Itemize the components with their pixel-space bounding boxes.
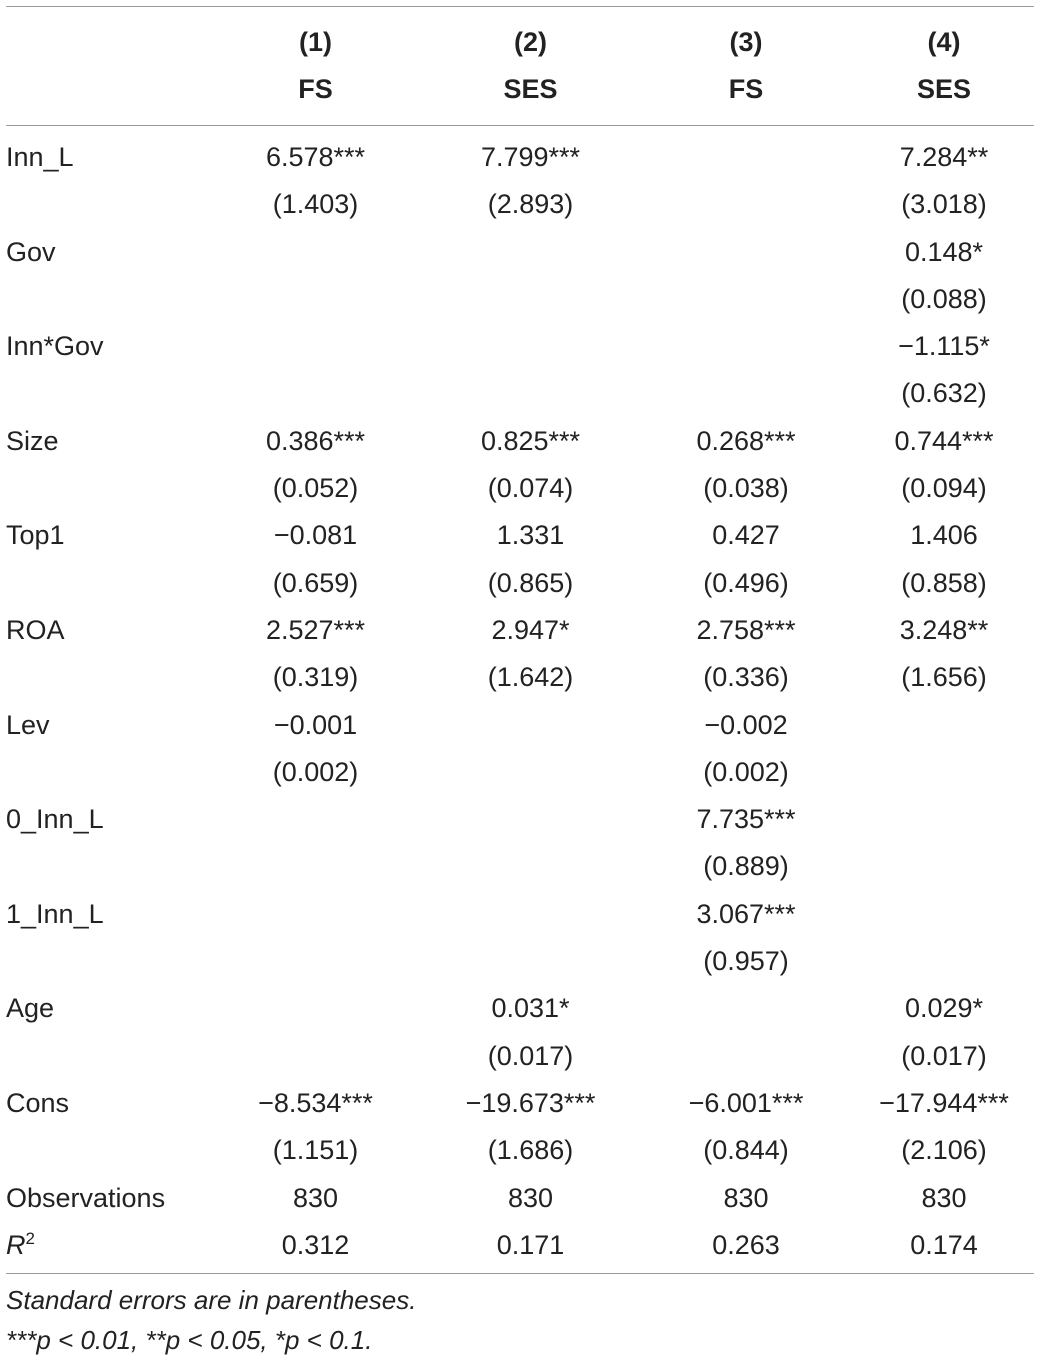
column-number: (2): [514, 27, 547, 57]
table-cell: (0.074): [487, 473, 574, 504]
table-cell: [638, 276, 854, 323]
table-cell: [638, 985, 854, 1032]
table-cell: −1.115*: [898, 331, 990, 362]
table-cell: 0.268***: [696, 425, 796, 456]
table-cell: [423, 323, 638, 370]
row-label: Inn_L: [6, 142, 74, 172]
table-cell: −0.002: [704, 709, 788, 740]
table-cell: [208, 796, 423, 843]
table-cell: −0.001: [273, 709, 358, 740]
row-label: Size: [6, 425, 59, 456]
table-cell: 7.799***: [480, 142, 581, 172]
table-cell: (0.957): [703, 946, 789, 977]
table-cell: (0.017): [901, 1040, 987, 1071]
header-row-types: [6, 66, 1034, 125]
row-label: [6, 560, 208, 607]
table-cell: 0.029*: [904, 993, 984, 1024]
table-cell: 0.312: [281, 1229, 350, 1260]
column-type: SES: [916, 74, 972, 104]
row-label: [6, 843, 208, 890]
column-type: SES: [503, 74, 558, 104]
note-significance: ***p < 0.01, **p < 0.05, *p < 0.1.: [6, 1325, 373, 1356]
table-cell: [638, 323, 854, 370]
row-label: Inn*Gov: [6, 331, 104, 362]
table-cell: (0.052): [272, 473, 359, 504]
table-cell: −8.534***: [258, 1087, 373, 1118]
table-cell: −0.081: [273, 520, 358, 551]
row-label: [6, 1127, 208, 1174]
table-cell: 0.148*: [904, 236, 984, 267]
table-cell: (0.858): [901, 567, 987, 598]
row-label-r-squared: [6, 1222, 208, 1273]
table-cell: −19.673***: [465, 1087, 596, 1118]
table-cell: [423, 702, 638, 749]
table-cell: (2.106): [901, 1135, 987, 1166]
table-row: [6, 1127, 1034, 1174]
table-cell: [208, 843, 423, 890]
table-row: [6, 323, 1034, 370]
table-cell: 0.386***: [265, 425, 366, 456]
regression-table: [6, 7, 1034, 125]
column-type: FS: [728, 74, 764, 104]
table-cell: [854, 891, 1034, 938]
table-cell: (0.088): [901, 283, 987, 314]
table-row: [6, 654, 1034, 701]
table-cell: (1.642): [487, 662, 574, 693]
table-cell: [208, 985, 423, 1032]
row-label: Age: [6, 993, 55, 1024]
table-cell: (1.403): [272, 189, 359, 220]
table-cell: [208, 938, 423, 985]
table-row: [6, 1080, 1034, 1127]
row-label: [6, 654, 208, 701]
table-row: [6, 512, 1034, 559]
table-row: [6, 891, 1034, 938]
row-label: Cons: [6, 1087, 70, 1118]
table-cell: [854, 749, 1034, 796]
table-header: [6, 7, 1034, 125]
table-cell: (0.889): [703, 851, 789, 882]
table-cell: 0.174: [910, 1229, 978, 1260]
table-cell: −6.001***: [688, 1087, 804, 1118]
column-number: (1): [299, 27, 332, 57]
table-cell: [423, 370, 638, 417]
table-row: [6, 276, 1034, 323]
table-row: [6, 418, 1034, 465]
table-cell: [638, 126, 854, 181]
table-cell: (2.893): [487, 189, 574, 220]
r-squared-variable: R: [6, 1229, 26, 1260]
table-cell: (0.094): [901, 473, 987, 504]
table-row: [6, 749, 1034, 796]
table-cell: (0.017): [487, 1040, 574, 1071]
regression-table-body: [6, 126, 1034, 1273]
table-cell: (0.002): [272, 756, 359, 787]
table-cell: [638, 181, 854, 228]
table-cell: [208, 370, 423, 417]
table-cell: [638, 1033, 854, 1080]
header-blank: [6, 7, 208, 66]
table-row: [6, 1033, 1034, 1080]
table-row: [6, 465, 1034, 512]
table-cell: [208, 276, 423, 323]
table-cell: 7.735***: [696, 804, 796, 835]
table-cell: 830: [921, 1182, 967, 1213]
table-row: [6, 181, 1034, 228]
row-label: [6, 276, 208, 323]
note-standard-errors: Standard errors are in parentheses.: [6, 1285, 417, 1316]
table-row: [6, 229, 1034, 276]
table-cell: 2.947*: [491, 614, 570, 645]
table-notes: [6, 1274, 1034, 1360]
table-cell: [854, 938, 1034, 985]
table-cell: 0.427: [712, 520, 780, 551]
row-label: Gov: [6, 236, 56, 267]
table-cell: (0.865): [487, 567, 574, 598]
row-label: Top1: [6, 520, 65, 551]
table-cell: 6.578***: [265, 142, 366, 172]
table-row: [6, 370, 1034, 417]
row-label: [6, 749, 208, 796]
table-cell: (0.632): [901, 378, 987, 409]
table-cell: 1.331: [496, 520, 565, 551]
column-number: (3): [729, 27, 763, 57]
table-cell: −17.944***: [879, 1087, 1009, 1118]
table-body: [6, 126, 1034, 1273]
r-squared-exponent: 2: [25, 1228, 35, 1248]
table-cell: 830: [723, 1182, 769, 1213]
table-cell: 830: [507, 1182, 554, 1213]
table-cell: [423, 276, 638, 323]
table-cell: 0.031*: [491, 993, 570, 1024]
table-cell: 0.744***: [894, 425, 994, 456]
table-cell: 2.527***: [265, 614, 366, 645]
table-row: [6, 938, 1034, 985]
table-cell: (1.656): [901, 662, 987, 693]
table-row: [6, 126, 1034, 181]
table-cell: 0.825***: [480, 425, 581, 456]
row-label: 1_Inn_L: [6, 898, 104, 929]
table-cell: [423, 796, 638, 843]
table-cell: (0.844): [703, 1135, 789, 1166]
table-cell: [854, 843, 1034, 890]
table-cell: [208, 1033, 423, 1080]
table-row: [6, 985, 1034, 1032]
table-cell: 3.067***: [696, 898, 796, 929]
table-row: [6, 843, 1034, 890]
table-cell: 0.171: [496, 1229, 565, 1260]
table-row-r-squared: [6, 1222, 1034, 1273]
header-blank: [6, 66, 208, 125]
table-cell: [423, 843, 638, 890]
table-cell: [423, 891, 638, 938]
regression-table-container: [6, 6, 1034, 1360]
table-cell: (3.018): [901, 189, 987, 220]
table-cell: [423, 749, 638, 796]
table-cell: (1.686): [487, 1135, 574, 1166]
table-cell: [854, 702, 1034, 749]
table-row: [6, 702, 1034, 749]
row-label: [6, 465, 208, 512]
row-label: [6, 938, 208, 985]
table-cell: 3.248**: [899, 614, 989, 645]
table-row: [6, 560, 1034, 607]
table-row: [6, 607, 1034, 654]
table-cell: (0.496): [703, 567, 789, 598]
table-cell: [208, 229, 423, 276]
table-cell: (0.336): [703, 662, 789, 693]
table-cell: [638, 370, 854, 417]
table-cell: [208, 891, 423, 938]
table-cell: (0.659): [272, 567, 359, 598]
table-cell: [208, 323, 423, 370]
row-label: ROA: [6, 614, 65, 645]
table-cell: 2.758***: [696, 614, 796, 645]
table-cell: [423, 229, 638, 276]
table-cell: (1.151): [272, 1135, 359, 1166]
row-label: Observations: [6, 1182, 166, 1213]
table-cell: [854, 796, 1034, 843]
table-cell: [638, 229, 854, 276]
table-cell: [423, 938, 638, 985]
table-cell: 0.263: [712, 1229, 780, 1260]
row-label: Lev: [6, 709, 50, 740]
table-cell: 7.284**: [899, 142, 989, 172]
table-cell: 1.406: [910, 520, 978, 551]
column-type: FS: [298, 74, 333, 104]
row-label: 0_Inn_L: [6, 804, 104, 835]
table-cell: (0.002): [703, 756, 789, 787]
table-row: [6, 1175, 1034, 1222]
column-number: (4): [927, 27, 961, 57]
row-label: [6, 1033, 208, 1080]
row-label: [6, 181, 208, 228]
header-row-numbers: [6, 7, 1034, 66]
table-cell: (0.319): [272, 662, 359, 693]
table-cell: (0.038): [703, 473, 789, 504]
row-label: [6, 370, 208, 417]
table-cell: 830: [292, 1182, 339, 1213]
table-row: [6, 796, 1034, 843]
